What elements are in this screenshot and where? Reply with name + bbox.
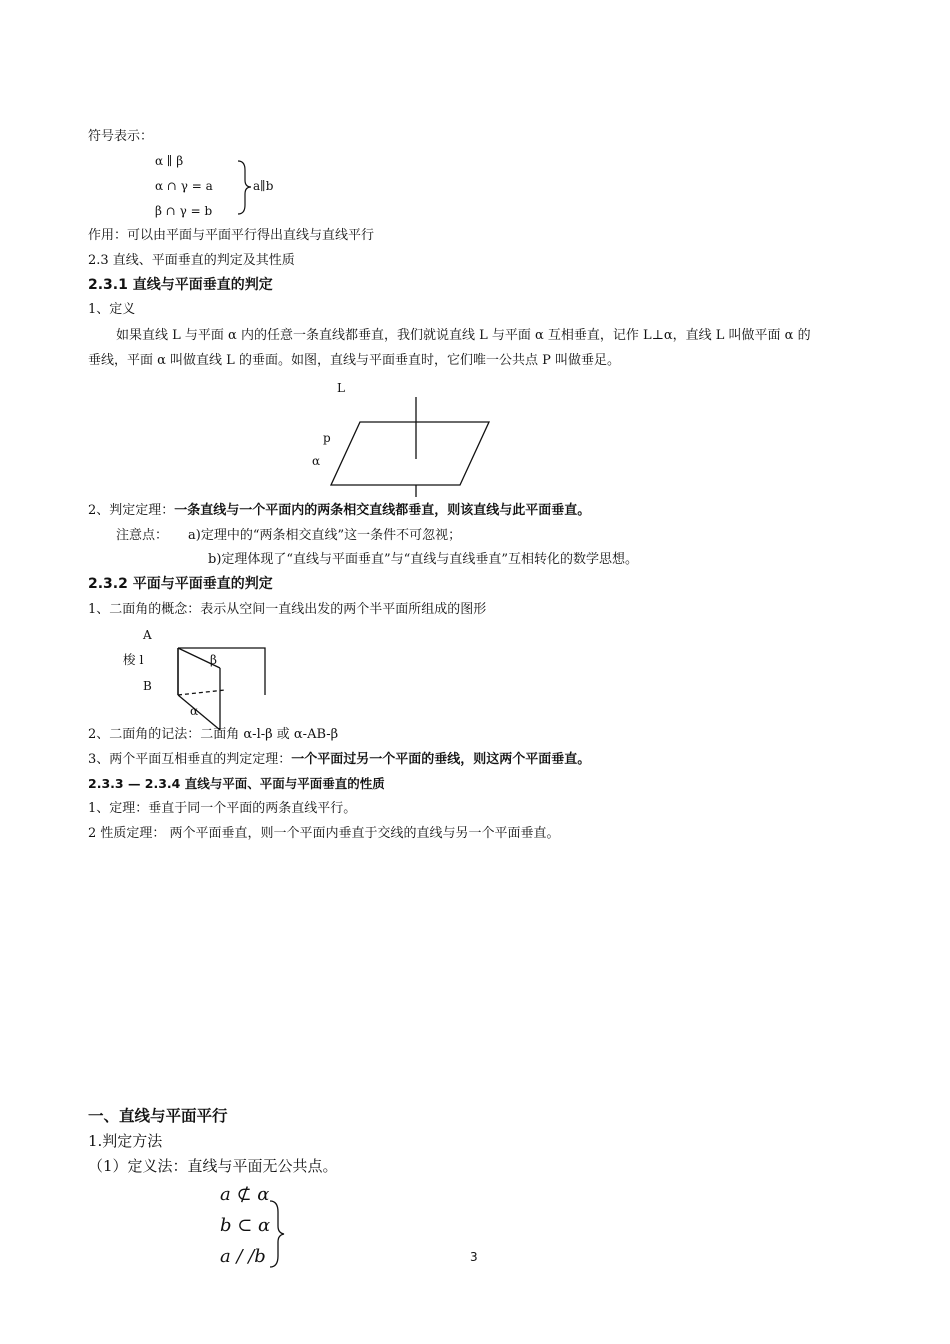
note-label: 注意点： (116, 528, 169, 543)
property-theorem-1: 1、定理：垂直于同一个平面的两条直线平行。 (88, 801, 357, 816)
theorem-judgement (88, 503, 590, 519)
plane-theorem-text: 一个平面过另一个平面的垂线，则这两个平面垂直。 (291, 752, 591, 767)
plane-perpendicular-theorem (88, 752, 590, 768)
dihedral-notation: 2、二面角的记法：二面角 α-l-β 或 α-AB-β (88, 727, 339, 742)
symbol-line-1: α ∥ β (155, 154, 184, 168)
section-2-3-title: 2.3 直线、平面垂直的判定及其性质 (88, 253, 295, 268)
note-line-a (116, 528, 461, 544)
formula-2: b ⊂ α (220, 1215, 271, 1236)
dihedral-angle-figure (170, 640, 280, 740)
property-theorem-2: 2 性质定理： 两个平面垂直，则一个平面内垂直于交线的直线与另一个平面垂直。 (88, 826, 560, 841)
symbol-line-2: α ∩ γ = a (155, 179, 213, 193)
fig2-label-edge: 梭 l (123, 652, 144, 667)
fig2-label-B: B (143, 679, 152, 693)
part-1-heading: 一、直线与平面平行 (88, 1107, 228, 1125)
fig-label-p: p (323, 431, 331, 445)
effect-text: 作用：可以由平面与平面平行得出直线与直线平行 (88, 228, 375, 243)
fig2-label-A: A (143, 628, 152, 642)
page-number: 3 (470, 1250, 478, 1264)
formula-1: a ⊄ α (220, 1184, 270, 1205)
theorem-text: 一条直线与一个平面内的两条相交直线都垂直，则该直线与此平面垂直。 (174, 503, 591, 518)
note-b: b)定理体现了“直线与平面垂直”与“直线与直线垂直”互相转化的数学思想。 (208, 552, 638, 567)
dihedral-concept: 1、二面角的概念：表示从空间一直线出发的两个半平面所组成的图形 (88, 602, 487, 617)
symbol-result: a∥b (253, 179, 274, 193)
brace-icon-2 (268, 1200, 288, 1268)
symbol-line-3: β ∩ γ = b (155, 204, 213, 218)
fig2-label-beta: β (210, 653, 217, 667)
definition-line-1: 如果直线 L 与平面 α 内的任意一条直线都垂直，我们就说直线 L 与平面 α 互相垂直，记作 L⊥α，直线 L 叫做平面 α 的 (116, 328, 811, 343)
symbol-heading: 符号表示： (88, 129, 154, 144)
section-2-3-2-heading: 2.3.2 平面与平面垂直的判定 (88, 576, 273, 592)
definition-line-2: 垂线，平面 α 叫做直线 L 的垂面。如图，直线与平面垂直时，它们唯一公共点 P 叫做垂足。 (88, 353, 620, 368)
judgement-method-heading: 1.判定方法 (88, 1132, 163, 1150)
plane-theorem-label: 3、两个平面互相垂直的判定定理： (88, 752, 292, 767)
item-definition: 1、定义 (88, 302, 136, 317)
definition-method: （1）定义法：直线与平面无公共点。 (88, 1157, 338, 1175)
theorem-label: 2、判定定理： (88, 503, 175, 518)
section-2-3-3-heading: 2.3.3 — 2.3.4 直线与平面、平面与平面垂直的性质 (88, 776, 385, 791)
fig2-label-alpha: α (190, 704, 199, 718)
formula-3: a / /b (220, 1246, 266, 1267)
fig-label-alpha: α (312, 454, 321, 468)
fig-label-L: L (337, 381, 345, 395)
note-a: a)定理中的“两条相交直线”这一条件不可忽视； (188, 528, 462, 543)
section-2-3-1-heading: 2.3.1 直线与平面垂直的判定 (88, 277, 273, 293)
